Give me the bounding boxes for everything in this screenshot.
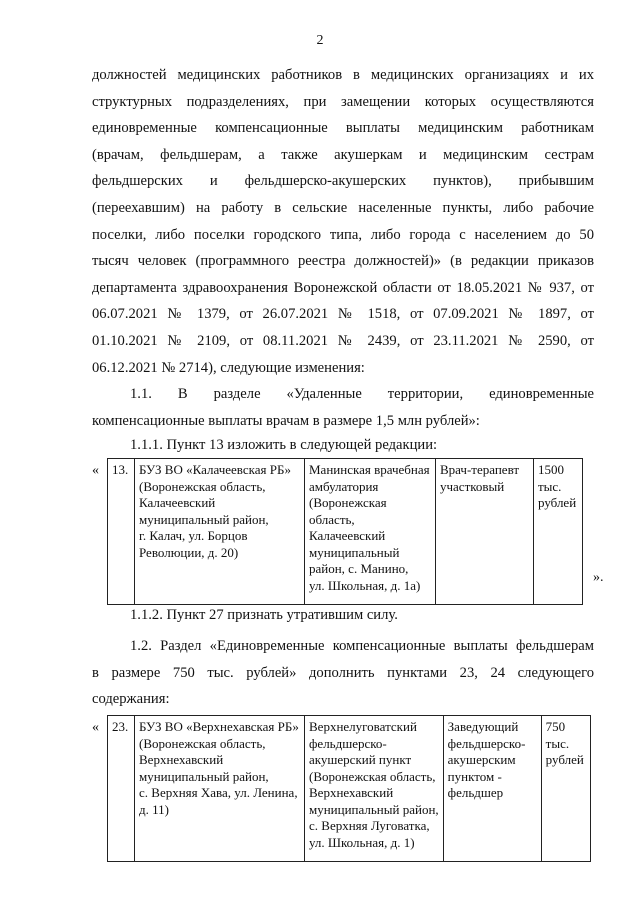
text-line: фельдшерских и фельдшерско-акушерских пунктов), прибывшим [92,173,594,190]
cell-number: 13. [108,459,135,605]
text-line: единовременные компенсационные выплаты медицинским работникам [92,120,594,137]
cell-position: Врач-терапевт участковый [436,459,534,605]
entry-table-23 [107,715,591,862]
text-line: 06.12.2021 № 2714), следующие изменения: [92,359,365,376]
text-line: тысяч человек (программного реестра должностей)» (в редакции приказов [92,253,594,270]
text-line: в размере 750 тыс. рублей» дополнить пунктами 23, 24 следующего [92,664,594,681]
text-line: (переехавшим) на работу в сельские населенные пункты, либо рабочие [92,199,594,216]
text-line: 1.2. Раздел «Единовременные компенсационные выплаты фельдшерам [130,638,594,654]
cell-number: 23. [108,716,135,862]
table-row [108,716,591,862]
open-quote: « [92,720,99,735]
cell-organization: БУЗ ВО «Верхнехавская РБ» (Воронежская область, Верхнехавский муниципальный район, с. Верхняя Хава, ул. Ленина, д. 11) [135,716,305,862]
text-line: поселки, либо поселки городского типа, либо города с населением до 50 [92,226,594,243]
text-line: структурных подразделениях, при замещении которых осуществляются [92,93,594,110]
text-line: 06.07.2021 № 1379, от 26.07.2021 № 1518, от 07.09.2021 № 1897, от [92,306,594,323]
cell-amount: 1500 тыс. рублей [534,459,583,605]
text-line: должностей медицинских работников в медицинских организациях и их [92,67,594,83]
text-line: департамента здравоохранения Воронежской области от 18.05.2021 № 937, от [92,279,594,296]
section-1-2 [92,633,594,713]
table-row [108,459,583,605]
section-1-1 [92,381,594,434]
page-number: 2 [316,33,324,48]
text-line: (врачам, фельдшерам, а также акушеркам и медицинским сестрам [92,146,594,163]
text-line: 1.1.2. Пункт 27 признать утратившим силу. [130,607,398,623]
cell-unit: Верхнелуговатский фельдшерско- акушерский пункт (Воронежская область, Верхнехавский муниципальный район, с. Верхняя Луговатка, ул. Школьная, д. 1) [305,716,444,862]
intro-paragraph [92,62,594,381]
item-1-1-2 [92,602,594,629]
close-quote: ». [593,570,604,585]
text-line: содержания: [92,691,170,708]
item-1-1-1 [92,432,594,459]
cell-organization: БУЗ ВО «Калачеевская РБ» (Воронежская область, Калачеевский муниципальный район, г. Калач, ул. Борцов Революции, д. 20) [135,459,305,605]
text-line: компенсационные выплаты врачам в размере 1,5 млн рублей»: [92,412,480,429]
entry-table-13 [107,458,583,605]
text-line: 1.1.1. Пункт 13 изложить в следующей редакции: [130,437,438,453]
text-line: 01.10.2021 № 2109, от 08.11.2021 № 2439, от 23.11.2021 № 2590, от [92,332,594,349]
open-quote: « [92,463,99,478]
cell-position: Заведующий фельдшерско- акушерским пунктом - фельдшер [443,716,541,862]
cell-amount: 750 тыс. рублей [541,716,590,862]
text-line: 1.1. В разделе «Удаленные территории, единовременные [130,386,594,402]
cell-unit: Манинская врачебная амбулатория (Воронежская область, Калачеевский муниципальный район, с. Манино, ул. Школьная, д. 1а) [305,459,436,605]
